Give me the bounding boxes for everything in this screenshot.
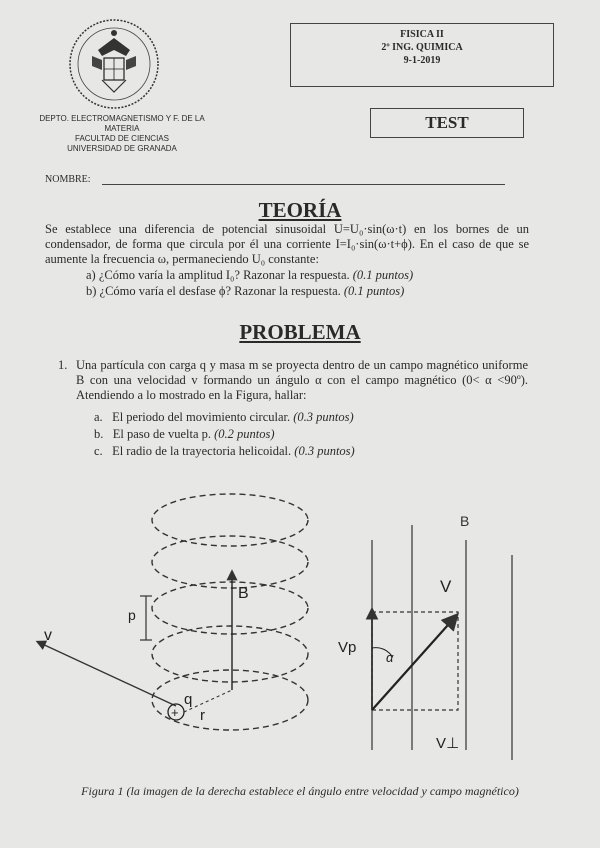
department-line-3: UNIVERSIDAD DE GRANADA [67, 144, 177, 153]
degree-name: 2º ING. QUIMICA [381, 42, 463, 53]
charge-label: q [184, 691, 193, 708]
problem-heading: PROBLEMA [239, 320, 361, 344]
pitch-label: p [128, 607, 136, 623]
course-name: FISICA II [400, 29, 444, 40]
exam-date: 9-1-2019 [403, 55, 441, 66]
theory-heading: TEORÍA [258, 198, 342, 222]
field-b-label: B [238, 585, 249, 602]
problem-item-b-marker: b. [94, 427, 104, 441]
velocity-v-label: V [440, 577, 452, 596]
figure-caption: Figura 1 (la imagen de la derecha establece el ángulo entre velocidad y campo magnético) [81, 784, 519, 798]
theory-question-a [86, 268, 413, 283]
field-lines [372, 525, 512, 760]
problem-item-b [94, 427, 275, 442]
problem-item-c-text: El radio de la trayectoria helicoidal. [112, 444, 292, 458]
field-b-right-label: B [460, 513, 470, 529]
problem-item-c [94, 444, 355, 459]
helix-trajectory [152, 494, 308, 730]
velocity-vector-arrow [372, 616, 456, 710]
problem-item-a-text: El periodo del movimiento circular. [112, 410, 291, 424]
theory-question-b [86, 284, 404, 299]
test-label: TEST [425, 113, 469, 132]
charge-sign: + [171, 705, 179, 720]
problem-item-b-points: (0.2 puntos) [214, 427, 275, 441]
problem-item-b-text: El paso de vuelta p. [112, 427, 211, 441]
name-field-label: NOMBRE: [45, 174, 91, 185]
problem-text: Una partícula con carga q y masa m se proyecta dentro de un campo magnético uniforme B con una velocidad v formando un ángulo α con el campo magnético (0< α <90º). Atendiendo a lo mostrado en la Figura, hallar: [76, 358, 528, 402]
university-seal-logo [68, 16, 160, 112]
vparallel-label: Vp [338, 639, 357, 656]
theory-question-b-text: b) ¿Cómo varía el desfase ϕ? Razonar la respuesta. [86, 284, 341, 298]
problem-number: 1. [58, 358, 68, 372]
radius-label: r [200, 707, 205, 724]
problem-item-a-marker: a. [94, 410, 103, 424]
theory-text: Se establece una diferencia de potencial sinusoidal U=U₀·sin(ω·t) en los bornes de un condensador, de forma que circula por él una corriente I=I₀·sin(ω·t+ϕ). En el caso de que se aumente la frecuencia ω, permaneciendo U₀ constante: [45, 222, 529, 266]
problem-item-a-points: (0.3 puntos) [293, 410, 354, 424]
theory-question-a-text: a) ¿Cómo varía la amplitud I₀? Razonar la respuesta. [86, 268, 350, 282]
theory-question-a-points: (0.1 puntos) [352, 268, 414, 282]
problem-item-c-marker: c. [94, 444, 103, 458]
problem-item-c-points: (0.3 puntos) [294, 444, 355, 458]
problem-item-a [94, 410, 354, 425]
name-field-line[interactable] [102, 184, 505, 185]
exam-header-box [290, 23, 554, 87]
department-line-2: FACULTAD DE CIENCIAS [75, 134, 169, 143]
alpha-label: α [386, 650, 394, 665]
theory-question-b-points: (0.1 puntos) [343, 284, 405, 298]
velocity-label: v [44, 627, 52, 644]
helix-figure [0, 480, 600, 780]
department-line-1: DEPTO. ELECTROMAGNETISMO Y F. DE LA MATERIA [39, 114, 205, 133]
department-info [22, 114, 222, 154]
vperp-label: V⊥ [436, 735, 460, 752]
velocity-arrow [38, 642, 176, 706]
test-label-box [370, 108, 524, 138]
